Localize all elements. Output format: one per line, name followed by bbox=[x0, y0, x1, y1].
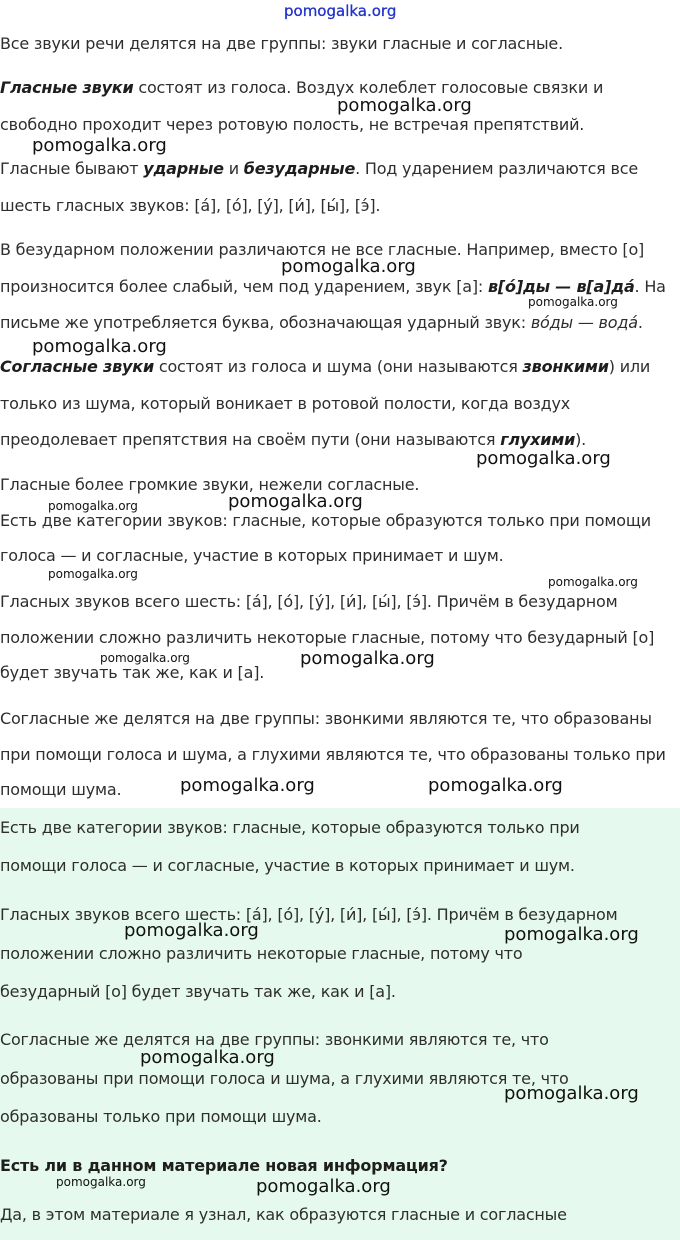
consonants-line-3-post: ). bbox=[575, 430, 587, 449]
consonant-groups-line-1: Согласные же делятся на две группы: звонкими являются те, что образованы bbox=[0, 709, 652, 728]
consonants-rest-post: ) или bbox=[608, 357, 651, 376]
six-vowels-line-3: будет звучать так же, как и [а]. bbox=[0, 663, 265, 682]
consonants-definition-line-1 bbox=[0, 357, 650, 377]
watermark: pomogalka.org bbox=[180, 775, 315, 796]
term-consonants: Согласные звуки bbox=[0, 357, 154, 376]
vowels-types-post: . Под ударением различаются все bbox=[355, 159, 638, 178]
vowels-definition-rest: состоят из голоса. Воздух колеблет голосовые связки и bbox=[133, 78, 604, 97]
watermark: pomogalka.org bbox=[504, 924, 639, 945]
consonants-line-3-pre: преодолевает препятствия на своём пути (они называются bbox=[0, 430, 501, 449]
watermark: pomogalka.org bbox=[476, 448, 611, 469]
watermark: pomogalka.org bbox=[337, 95, 472, 116]
term-stressed: ударные bbox=[143, 159, 224, 178]
consonants-definition-line-3 bbox=[0, 430, 586, 450]
question-heading: Есть ли в данном материале новая информация? bbox=[0, 1156, 448, 1175]
watermark-top: pomogalka.org bbox=[284, 2, 397, 20]
unstressed-line-3 bbox=[0, 313, 643, 333]
example-vody: в[о́]ды — в[а]да́ bbox=[488, 277, 635, 296]
watermark: pomogalka.org bbox=[300, 648, 435, 669]
consonants-definition-line-2: только из шума, который воникает в ротовой полости, когда воздух bbox=[0, 394, 571, 413]
example-voda: во́ды — вода́ bbox=[530, 313, 638, 332]
categories-line-1: Есть две категории звуков: гласные, которые образуются только при помощи bbox=[0, 511, 651, 530]
vowels-types-line-2: шесть гласных звуков: [а́], [о́], [у́], [и́], [ы́], [э́]. bbox=[0, 196, 381, 215]
green-six-vowels-line-2: положении сложно различить некоторые гласные, потому что bbox=[0, 944, 523, 963]
categories-line-2: голоса — и согласные, участие в которых принимает и шум. bbox=[0, 546, 504, 565]
watermark: pomogalka.org bbox=[140, 1047, 275, 1068]
watermark: pomogalka.org bbox=[528, 295, 618, 309]
watermark: pomogalka.org bbox=[228, 491, 363, 512]
term-voiceless: глухими bbox=[500, 430, 576, 449]
intro-text: Все звуки речи делятся на две группы: звуки гласные и согласные. bbox=[0, 34, 563, 53]
unstressed-line-3-post: . bbox=[637, 313, 643, 332]
unstressed-line-3-pre: письме же употребляется буква, обозначающая ударный звук: bbox=[0, 313, 531, 332]
consonants-rest-pre: состоят из голоса и шума (они называются bbox=[153, 357, 523, 376]
vowels-definition-line-1 bbox=[0, 78, 603, 98]
watermark: pomogalka.org bbox=[124, 920, 259, 941]
vowels-definition-line-2: свободно проходит через ротовую полость, не встречая препятствий. bbox=[0, 115, 585, 134]
watermark: pomogalka.org bbox=[32, 135, 167, 156]
watermark: pomogalka.org bbox=[32, 336, 167, 357]
unstressed-line-1: В безударном положении различаются не все гласные. Например, вместо [о] bbox=[0, 240, 645, 259]
term-voiced: звонкими bbox=[522, 357, 609, 376]
six-vowels-line-2: положении сложно различить некоторые гласные, потому что безударный [о] bbox=[0, 628, 655, 647]
unstressed-line-2 bbox=[0, 277, 666, 297]
watermark: pomogalka.org bbox=[256, 1176, 391, 1197]
consonant-groups-line-2: при помощи голоса и шума, а глухими являются те, что образованы только при bbox=[0, 745, 666, 764]
watermark: pomogalka.org bbox=[428, 775, 563, 796]
watermark: pomogalka.org bbox=[48, 499, 138, 513]
consonant-groups-line-3: помощи шума. bbox=[0, 780, 122, 799]
watermark: pomogalka.org bbox=[281, 256, 416, 277]
green-consonant-groups-line-2: образованы при помощи голоса и шума, а глухими являются те, что bbox=[0, 1069, 569, 1088]
watermark: pomogalka.org bbox=[548, 575, 638, 589]
term-vowels: Гласные звуки bbox=[0, 78, 134, 97]
green-consonant-groups-line-3: образованы только при помощи шума. bbox=[0, 1107, 322, 1126]
watermark: pomogalka.org bbox=[56, 1175, 146, 1189]
unstressed-line-2-post: . На bbox=[634, 277, 666, 296]
louder-text: Гласные более громкие звуки, нежели согласные. bbox=[0, 475, 420, 494]
watermark: pomogalka.org bbox=[100, 651, 190, 665]
green-six-vowels-line-3: безударный [о] будет звучать так же, как и [а]. bbox=[0, 982, 396, 1001]
green-six-vowels-line-1: Гласных звуков всего шесть: [а́], [о́], [у́], [и́], [ы́], [э́]. Причём в безударном bbox=[0, 905, 618, 924]
watermark: pomogalka.org bbox=[504, 1083, 639, 1104]
term-unstressed: безударные bbox=[243, 159, 356, 178]
unstressed-line-2-pre: произносится более слабый, чем под ударением, звук [а]: bbox=[0, 277, 488, 296]
watermark: pomogalka.org bbox=[48, 567, 138, 581]
six-vowels-line-1: Гласных звуков всего шесть: [а́], [о́], [у́], [и́], [ы́], [э́]. Причём в безударном bbox=[0, 592, 618, 611]
vowels-types-and: и bbox=[223, 159, 244, 178]
green-consonant-groups-line-1: Согласные же делятся на две группы: звонкими являются те, что bbox=[0, 1030, 549, 1049]
green-categories-line-2: помощи голоса — и согласные, участие в которых принимает и шум. bbox=[0, 856, 575, 875]
green-categories-line-1: Есть две категории звуков: гласные, которые образуются только при bbox=[0, 818, 580, 837]
vowels-types-line-1 bbox=[0, 159, 638, 179]
vowels-types-pre: Гласные бывают bbox=[0, 159, 144, 178]
answer-text: Да, в этом материале я узнал, как образуются гласные и согласные bbox=[0, 1205, 567, 1224]
